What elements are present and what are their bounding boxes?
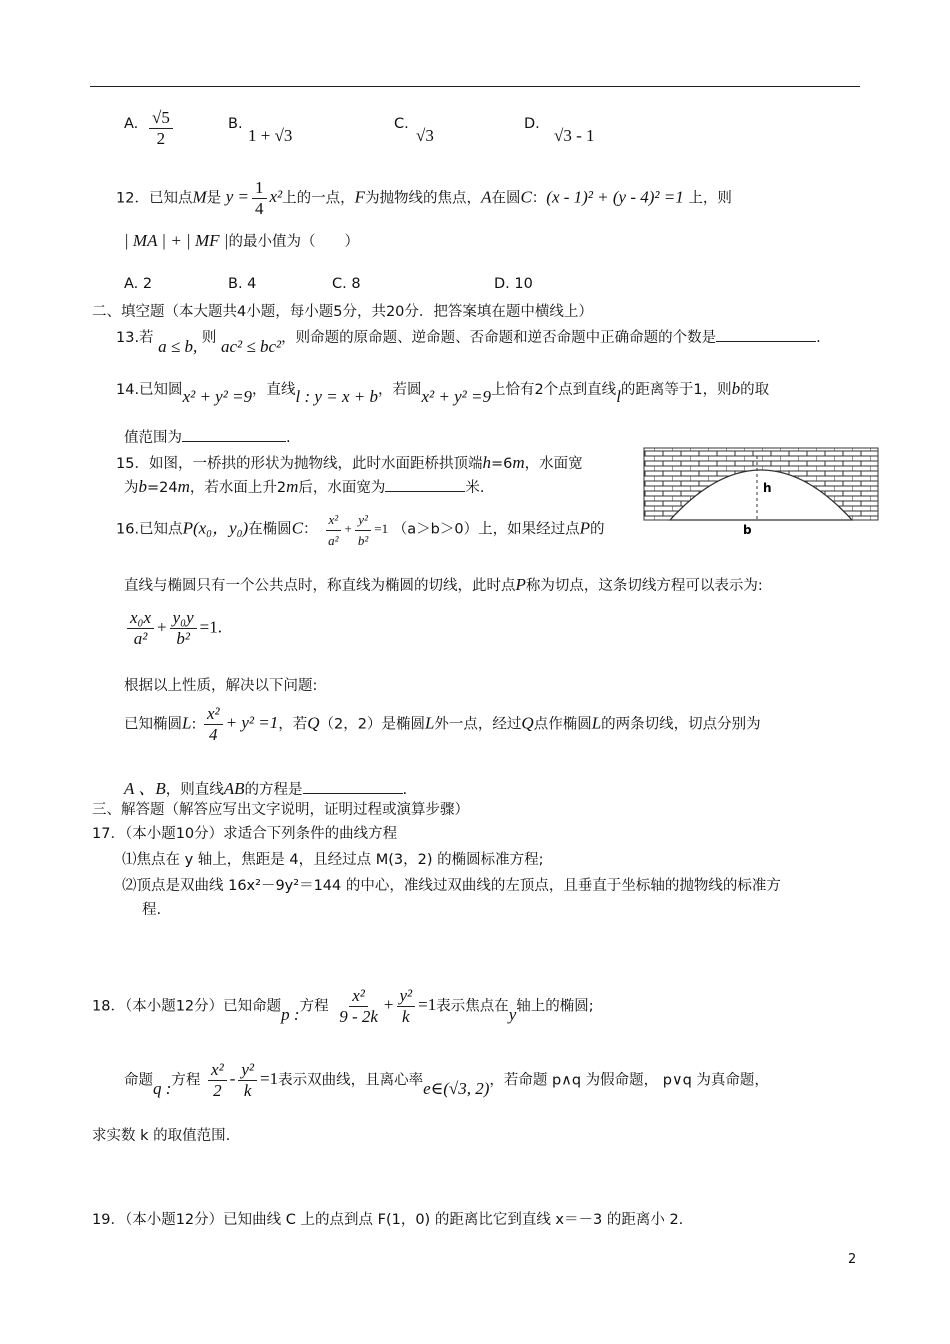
q16-num: x² <box>326 510 342 531</box>
q12-eq-lhs: y = <box>225 187 250 207</box>
q15-text: =24 <box>147 480 178 496</box>
q16-text: 的 <box>589 521 605 538</box>
q18-den: 2 <box>213 1081 222 1100</box>
q15-text: 米. <box>465 480 485 496</box>
option-a-label: A. <box>124 116 139 132</box>
q12-text: 在圆 <box>491 190 521 207</box>
q15-text: 15．如图，一桥拱的形状为抛物线，此时水面距桥拱顶端 <box>116 456 483 472</box>
q13-number: 13.若 <box>116 330 154 346</box>
q18-eq: =1 <box>418 995 437 1015</box>
option-a-value <box>146 108 176 149</box>
q18-text: 轴上的椭圆; <box>516 998 594 1015</box>
q12-text: ： <box>531 190 547 207</box>
q16-point: P(x₀，y₀) <box>182 518 249 538</box>
q16-text: 已知椭圆 <box>124 716 182 733</box>
q12-text: 上，则 <box>688 190 732 207</box>
q14-circle2: x² + y² =9 <box>421 387 491 406</box>
q16-line4: 根据以上性质，解决以下问题: <box>124 678 318 694</box>
q16-den: b² <box>357 533 369 548</box>
q15-m: m <box>286 477 299 496</box>
q16-text: : <box>191 716 197 733</box>
q13-text: ，则命题的原命题、逆命题、否命题和逆否命题中正确命题的个数是 <box>281 330 717 346</box>
q18-text: 18．（本小题12分）已知命题 <box>92 998 282 1015</box>
q14-text: 上恰有2个点到直线 <box>490 382 617 398</box>
bridge-illustration <box>636 446 884 538</box>
question-18 <box>92 986 594 1027</box>
header-rule <box>90 86 860 87</box>
q16-text: 的方程是 <box>244 782 303 798</box>
q16-text: （a＞b＞0）上，如果经过点 <box>392 521 580 538</box>
q15-b: b <box>138 477 147 496</box>
section-3-heading: 三、解答题（解答应写出文字说明，证明过程或演算步骤） <box>92 802 469 818</box>
q18-plus: + <box>383 995 394 1015</box>
q16-l: L <box>424 713 435 733</box>
q16-plus: + <box>344 521 352 537</box>
q15-text: =6 <box>490 456 513 472</box>
q16-text: 外一点，经过 <box>434 716 522 733</box>
q17-part2b: 程. <box>142 902 162 918</box>
q16-text: 的两条切线，切点分别为 <box>601 716 761 733</box>
question-15 <box>116 452 583 473</box>
q16-q: Q <box>307 713 320 733</box>
q16-text: 在椭圆 <box>248 521 292 538</box>
q14-line2 <box>124 426 291 447</box>
question-19: 19．（本小题12分）已知曲线 C 上的点到点 F(1，0) 的距离比它到直线 x＝－3 的距离小 2. <box>92 1212 684 1228</box>
q18-line3: 求实数 k 的取值范围. <box>92 1128 231 1144</box>
q12-text: 已知点 <box>148 190 193 207</box>
option-d-value: √3 - 1 <box>554 126 595 145</box>
q18-den: k <box>243 1081 252 1100</box>
q16-e-rest: + y² =1 <box>225 713 279 733</box>
q13-conclusion: ac² ≤ bc² <box>220 337 282 356</box>
q14-text: 的距离等于1，则 <box>620 382 732 398</box>
q13-text: 则 <box>201 330 217 346</box>
question-13 <box>116 326 821 356</box>
q18-equation <box>333 986 437 1026</box>
q16-text: ，若 <box>278 716 308 733</box>
q16-text: 称为切点，这条切线方程可以表示为: <box>525 578 763 594</box>
q16-num: y² <box>355 510 371 531</box>
q15-text: ，水面宽 <box>524 456 583 472</box>
q12-m: M <box>192 187 207 207</box>
q14-number: 14.已知圆 <box>116 382 183 398</box>
q15-text: ，若水面上升2 <box>189 480 287 496</box>
q16-tan-den: b² <box>176 629 190 648</box>
q14-text: 的取 <box>740 382 770 398</box>
q18-text: 方程 <box>171 1072 201 1089</box>
option-c-value: √3 <box>416 126 434 145</box>
q16-text: . <box>402 782 408 798</box>
q18-eccentricity: e∈(√3, 2) <box>423 1079 490 1099</box>
q16-line2 <box>124 574 763 595</box>
q12-option-d: D. 10 <box>494 276 533 292</box>
q12-expr: | MA | + | MF | <box>124 231 229 250</box>
q18-y: y <box>508 1005 517 1025</box>
q16-ab: A 、B <box>124 779 166 798</box>
q13-answer-blank[interactable] <box>716 329 816 342</box>
q16-tan-den: a² <box>133 629 148 648</box>
q14-end: . <box>286 430 291 446</box>
q18-num: y² <box>238 1060 257 1081</box>
option-c-label: C. <box>394 116 409 132</box>
q15-line2 <box>124 476 485 497</box>
option-b-label: B. <box>228 116 243 132</box>
q18-num: y² <box>397 986 416 1007</box>
q12-option-a: A. 2 <box>124 276 153 292</box>
q12-text: 为抛物线的焦点， <box>365 190 482 207</box>
q12-circle-eq: (x - 1)² + (y - 4)² =1 <box>546 187 684 207</box>
q16-tangent-formula: $\frac{\text{x₀x}}{\text{a²}}$ + $\frac{\text{y₀y}}{\text{b²}}$ =1. <box>124 608 222 649</box>
q12-text: 是 <box>206 190 222 207</box>
q15-answer-blank[interactable] <box>385 479 465 492</box>
q16-line5 <box>124 704 761 745</box>
page-number: 2 <box>848 1252 857 1267</box>
question-16 <box>116 510 604 551</box>
q16-den: a² <box>328 533 339 548</box>
q16-l: L <box>182 713 192 733</box>
q14-b: b <box>731 379 741 398</box>
q15-text: 后，水面宽为 <box>298 480 386 496</box>
question-17: 17．（本小题10分）求适合下列条件的曲线方程 <box>92 826 398 842</box>
q18-den: 9 - 2k <box>339 1007 378 1026</box>
q12-text: 上的一点， <box>282 190 355 207</box>
q18-q: q : <box>153 1079 172 1099</box>
q12-text: 的最小值为（ ） <box>228 234 359 250</box>
q16-e-num: x² <box>204 704 223 725</box>
q16-line6 <box>124 774 407 799</box>
q12-a: A <box>481 187 492 207</box>
q16-e-den: 4 <box>209 725 218 744</box>
question-12 <box>116 178 732 219</box>
option-b-value: 1 + √3 <box>248 126 293 145</box>
q18-line2 <box>124 1060 769 1101</box>
q16-text: （2，2）是椭圆 <box>319 716 425 733</box>
q12-frac-den: 4 <box>255 199 264 218</box>
q16-q: Q <box>521 713 534 733</box>
q15-m: m <box>177 477 190 496</box>
q12-option-c: C. 8 <box>332 276 361 292</box>
bridge-figure <box>636 446 884 538</box>
q15-h: h <box>482 453 491 472</box>
question-14 <box>116 378 770 406</box>
q11-options <box>124 108 844 164</box>
q14-circle: x² + y² =9 <box>182 387 253 406</box>
q18-num: x² <box>349 986 368 1007</box>
q16-text: ，则直线 <box>165 782 224 798</box>
q16-c: C <box>291 518 304 538</box>
q12-eq-rhs: x² <box>269 187 283 207</box>
q14-line: l : y = x + b <box>295 387 378 406</box>
q16-number: 16.已知点 <box>116 521 183 538</box>
figure-b-label: b <box>743 523 752 537</box>
q17-part2: ⑵顶点是双曲线 16x²－9y²＝144 的中心，准线过双曲线的左顶点，且垂直于坐标轴的抛物线的标准方 <box>122 878 781 894</box>
q12-number: 12． <box>116 190 149 207</box>
q17-part1: ⑴焦点在 y 轴上，焦距是 4，且经过点 M(3，2) 的椭圆标准方程; <box>122 852 544 868</box>
q16-ellipse <box>322 512 389 548</box>
q18-text: 方程 <box>299 998 329 1015</box>
q18-text: 命题 <box>124 1072 153 1089</box>
q13-end: . <box>816 330 821 346</box>
q16-answer-blank[interactable] <box>303 781 403 794</box>
q16-l: L <box>591 713 602 733</box>
q16-text: ： <box>303 521 318 538</box>
q12-parabola <box>225 178 283 218</box>
q15-text: 为 <box>124 480 139 496</box>
q14-text: ，直线 <box>252 382 296 398</box>
option-d-label: D. <box>524 116 540 132</box>
q16-p: P <box>579 518 590 538</box>
q18-minus: - <box>229 1069 236 1089</box>
option-a-num: √5 <box>149 108 173 129</box>
q16-tan-num: x₀x <box>127 608 154 629</box>
q16-ellipse-l <box>201 704 279 744</box>
q16-p: P <box>515 575 526 594</box>
q16-ab-line: AB <box>223 779 245 798</box>
q12-f: F <box>354 187 366 207</box>
q16-eq: =1 <box>374 521 389 537</box>
q16-text: 直线与椭圆只有一个公共点时，称直线为椭圆的切线，此时点 <box>124 578 516 594</box>
q18-den: k <box>402 1007 410 1026</box>
option-a-den: 2 <box>156 129 166 148</box>
q18-equation2 <box>205 1060 279 1100</box>
q18-text: ，若命题 p∧q 为假命题， p∨q 为真命题， <box>489 1072 769 1089</box>
q14-answer-blank[interactable] <box>182 429 286 442</box>
figure-h-label: h <box>763 481 772 495</box>
q14-l: l <box>616 387 621 406</box>
q16-tan-end: . <box>217 617 222 637</box>
q15-m: m <box>512 453 525 472</box>
q18-num: x² <box>208 1060 227 1081</box>
q12-option-b: B. 4 <box>228 276 257 292</box>
q18-text: 表示焦点在 <box>436 998 509 1015</box>
q12-frac-num: 1 <box>252 178 267 199</box>
q14-text: 值范围为 <box>124 430 182 446</box>
q14-text: ，若圆 <box>377 382 422 398</box>
q18-p: p : <box>281 1005 300 1025</box>
q16-tan-num: y₀y <box>170 608 197 629</box>
q12-line2 <box>124 230 359 251</box>
q12-c: C <box>520 187 532 207</box>
q13-condition: a ≤ b, <box>158 337 198 356</box>
q16-text: 点作椭圆 <box>533 716 592 733</box>
q18-eq: =1 <box>260 1069 279 1089</box>
q16-tan-eq: =1 <box>199 617 218 637</box>
q18-text: 表示双曲线，且离心率 <box>278 1072 424 1089</box>
section-2-heading: 二、填空题（本大题共4小题，每小题5分，共20分．把答案填在题中横线上） <box>92 304 593 320</box>
